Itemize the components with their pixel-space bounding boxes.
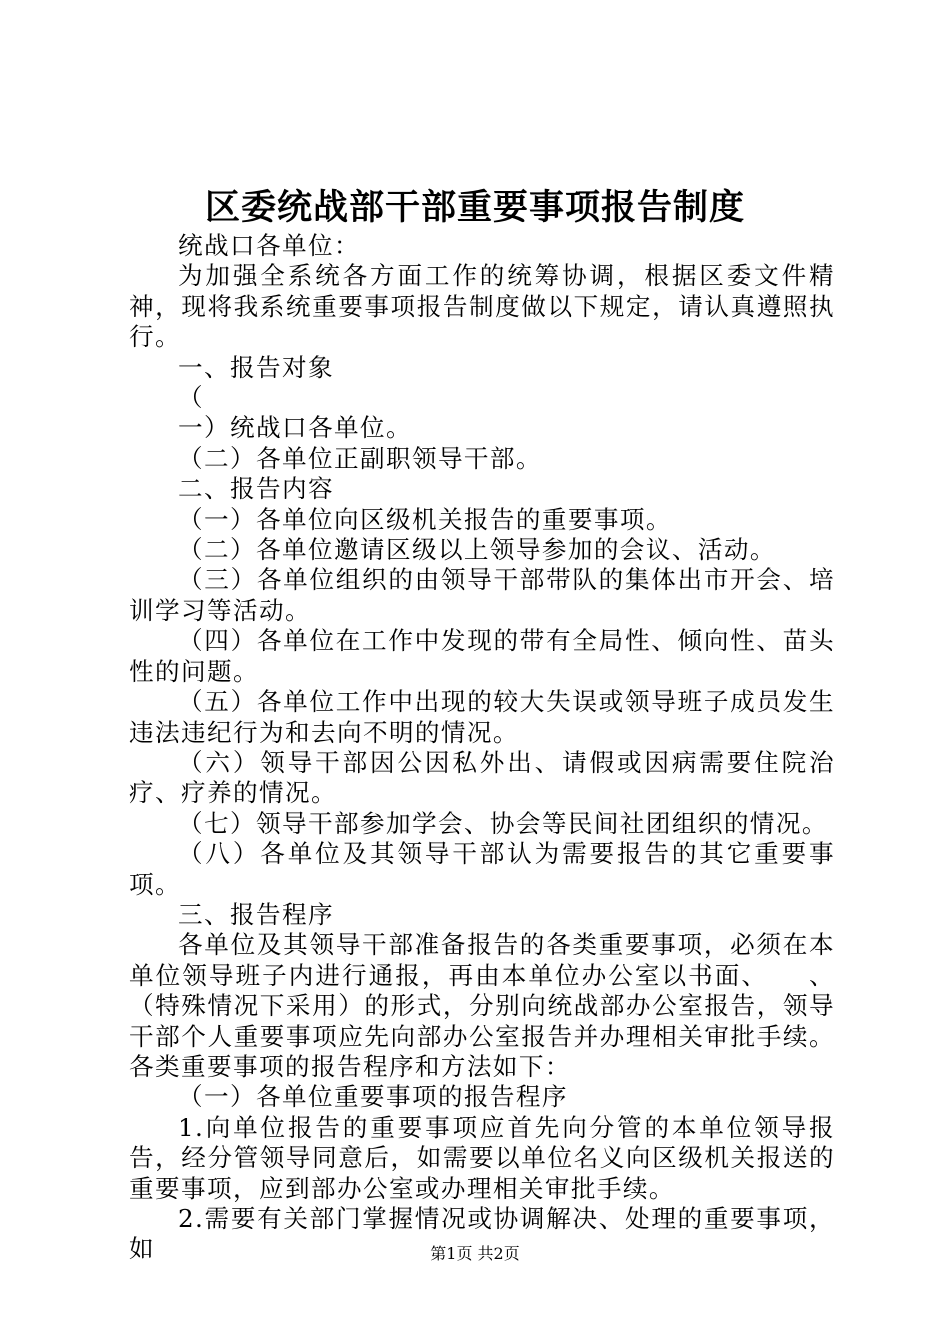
list-item-target-2: （二）各单位正副职领导干部。 — [178, 443, 542, 473]
section-heading-report-targets: 一、报告对象 — [178, 352, 334, 382]
list-item-content-7: （七）领导干部参加学会、协会等民间社团组织的情况。 — [178, 808, 828, 838]
section-heading-report-procedure: 三、报告程序 — [178, 899, 334, 929]
section-heading-report-content: 二、报告内容 — [178, 474, 334, 504]
procedure-paragraph: 各单位及其领导干部准备报告的各类重要事项，必须在本单位领导班子内进行通报，再由本单位办公室以书面、 、（特殊情况下采用）的形式，分别向统战部办公室报告，领导干部个人重要事项应先向部办公室报告并办理相关审批手续。各类重要事项的报告程序和方法如下： — [129, 930, 835, 1081]
page-footer: 第1页 共2页 — [430, 1244, 520, 1263]
list-item-content-4: （四）各单位在工作中发现的带有全局性、倾向性、苗头性的问题。 — [129, 626, 835, 686]
list-item-target-1: 一）统战口各单位。 — [178, 413, 412, 443]
list-item-content-6: （六）领导干部因公因私外出、请假或因病需要住院治疗、疗养的情况。 — [129, 747, 835, 808]
document-title: 区委统战部干部重要事项报告制度 — [204, 187, 745, 228]
document-body — [129, 231, 835, 1265]
procedure-step-2: 2.需要有关部门掌握情况或协调解决、处理的重要事项，如 — [129, 1204, 835, 1264]
procedure-step-1: 1.向单位报告的重要事项应首先向分管的本单位领导报告，经分管领导同意后，如需要以单位名义向区级机关报送的重要事项，应到部办公室或办理相关审批手续。 — [129, 1112, 835, 1203]
list-item-content-5: （五）各单位工作中出现的较大失误或领导班子成员发生违法违纪行为和去向不明的情况。 — [129, 687, 835, 747]
subsection-heading-unit-procedure: （一）各单位重要事项的报告程序 — [178, 1082, 568, 1112]
list-item-content-8: （八）各单位及其领导干部认为需要报告的其它重要事项。 — [129, 839, 835, 899]
intro-paragraph: 为加强全系统各方面工作的统筹协调，根据区委文件精神，现将我系统重要事项报告制度做以下规定，请认真遵照执行。 — [129, 261, 835, 352]
salutation: 统战口各单位： — [178, 231, 360, 260]
list-item-content-3: （三）各单位组织的由领导干部带队的集体出市开会、培训学习等活动。 — [129, 565, 835, 625]
list-item-open-paren: （ — [178, 383, 204, 413]
list-item-content-1: （一）各单位向区级机关报告的重要事项。 — [178, 504, 672, 534]
list-item-content-2: （二）各单位邀请区级以上领导参加的会议、活动。 — [178, 535, 776, 565]
